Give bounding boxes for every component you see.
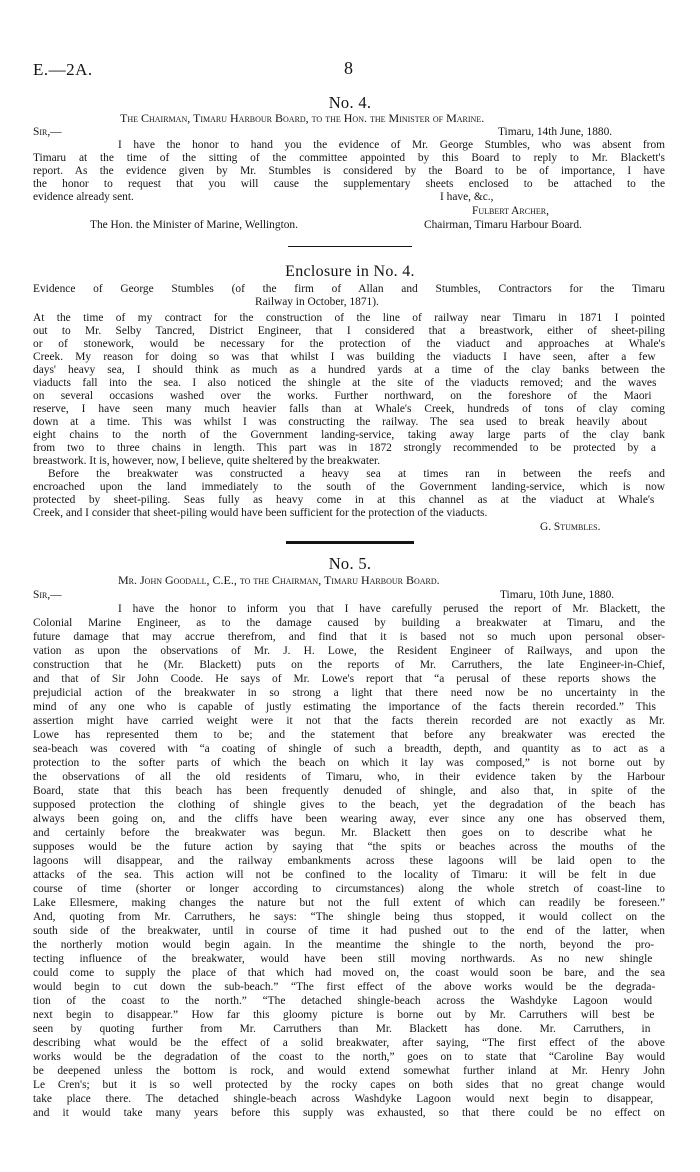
section-divider-thick — [286, 541, 414, 544]
body-line: days' heavy sea, I should think as much as a hundred yards at a time of the clay banks between the — [33, 364, 665, 376]
body-line: viaducts fall into the sea. I also noticed the shingle at the site of the viaducts removed; and the waves — [33, 377, 657, 389]
body-line: be deepened unless the bottom is rock, and would extend somewhat further inland at Mr. Henry John — [33, 1065, 665, 1077]
body-line: lagoons will disappear, and the railway embankments across these lagoons will be laid open to the — [33, 855, 665, 867]
signatory-title-no4: Chairman, Timaru Harbour Board. — [424, 219, 582, 231]
letter-subtitle-no4: The Chairman, Timaru Harbour Board, to the Hon. the Minister of Marine. — [120, 111, 485, 125]
body-line: reserve, I have seen many much heavier falls than at Whale's Creek, hundreds of tons of clay coming — [33, 403, 665, 415]
body-line: and certainly before the breakwater was begun. Mr. Blackett then goes on to describe what he — [33, 827, 653, 839]
body-line: vation as upon the observations of Mr. J. H. Lowe, the Resident Engineer of Railways, and upon the — [33, 645, 665, 657]
body-line: Timaru at the time of the sitting of the committee appointed by this Board to reply to Mr. Blackett's — [33, 152, 665, 164]
salutation-no4: Sir,— — [33, 126, 62, 138]
body-line: I have the honor to hand you the evidence of Mr. George Stumbles, who was absent from — [118, 139, 665, 151]
body-line: on several occasions washed over the works. Further northward, on the foreshore of the Maori — [33, 390, 652, 402]
body-line: assertion might have carried weight were it not that the facts therein recorded are not exactly as Mr. — [33, 715, 665, 727]
closing-no4: I have, &c., — [440, 191, 494, 203]
body-line: tion of the coast to the north.” “The detached shingle-beach across the Washdyke Lagoon would — [33, 995, 653, 1007]
body-line: out to Mr. Selby Tancred, District Engineer, that I considered that a breastwork, either of sheet-piling — [33, 325, 665, 337]
body-line: the honor to request that you will cause the supplementary sheets enclosed to be attached to the — [33, 178, 665, 190]
body-line: south side of the breakwater, until in course of time it had pushed out to the end of the latter, when — [33, 925, 665, 937]
body-line: always been going on, and the cliffs have been wearing away, ever since any one has observed them, — [33, 813, 665, 825]
body-line: breastwork. It is, however, now, I believe, quite sheltered by the breakwater. — [33, 455, 381, 467]
letter-heading-no5: No. 5. — [328, 554, 372, 573]
body-line: would begin to cut down the sub-beach.” “The first effect of the above works would be the degrada- — [33, 981, 656, 993]
body-line: Board, state that this beach has been frequently denuded of shingle, and also that, in spite of the — [33, 785, 665, 797]
signatory-no4: Fulbert Archer, — [472, 205, 549, 217]
body-line: mind of any one who is capable of justly estimating the importance of the facts therein recorded.” This — [33, 701, 656, 713]
addressee-no4: The Hon. the Minister of Marine, Wellington. — [90, 219, 298, 231]
body-line: construction that he (Mr. Blackett) puts on the reports of Mr. Carruthers, the late Engineer-in-Chief, — [33, 659, 665, 671]
body-line: protection to the softer parts of which the beach on which it lay was composed,” is not borne out by — [33, 757, 665, 769]
salutation-no5: Sir,— — [33, 589, 62, 601]
body-line: course of time (shorter or longer according to circumstances) along the whole stretch of coast-line to — [33, 883, 665, 895]
section-divider — [288, 246, 412, 247]
body-line: and that of Sir John Coode. He says of Mr. Lowe's report that “a perusal of these reports shows the — [33, 673, 656, 685]
letter-heading-no4: No. 4. — [328, 93, 372, 112]
enclosure-intro-line: Railway in October, 1871). — [255, 296, 379, 308]
body-line: from two to three chains in length. This part was in 1872 strongly recommended to be protected by a — [33, 442, 656, 454]
enclosure-intro-line: Evidence of George Stumbles (of the firm of Allan and Stumbles, Contractors for the Timaru — [33, 283, 665, 295]
body-line: or of stonework, would be necessary for the protection of the viaduct and approaches at Whale's — [33, 338, 665, 350]
body-line: Creek. My reason for doing so was that whilst I was building the viaducts I have seen, after a few — [33, 351, 656, 363]
body-line: prejudicial action of the breakwater in so strong a light that there need now be no uncertainty in the — [33, 687, 665, 699]
date-no5: Timaru, 10th June, 1880. — [500, 589, 615, 601]
body-line: I have the honor to inform you that I have carefully perused the report of Mr. Blackett, the — [118, 603, 665, 615]
body-line: protected by sheet-piling. Seas fully as heavy come in at this channel as at the viaduct at Whale's — [33, 494, 655, 506]
body-line: could come to supply the place of that which had moved on, the coast would soon be bare, and the sea — [33, 967, 665, 979]
body-line: At the time of my contract for the construction of the line of railway near Timaru in 1871 I pointed — [33, 312, 665, 324]
body-line: And, quoting from Mr. Carruthers, he says: “The shingle being thus stopped, it would collect on the — [33, 911, 665, 923]
body-line: down at a time. This was whilst I was constructing the railway. The sea used to break heavily about — [33, 416, 648, 428]
body-line: sea-beach was covered with “a coating of shingle of such a breadth, depth, and quantity as to act as a — [33, 743, 665, 755]
body-line: evidence already sent. — [33, 191, 134, 203]
body-line: Creek, and I consider that sheet-piling would have been sufficient for the protection of the viaducts. — [33, 507, 488, 519]
body-line: and it would take many years before this supply was exhausted, so that there could be no effect on — [33, 1107, 665, 1119]
body-line: Lowe has represented them to be; and the statement that before any breakwater was erected the — [33, 729, 665, 741]
body-line: works would be the degradation of the coast to the north,” goes on to state that “Caroline Bay would — [33, 1051, 665, 1063]
date-no4: Timaru, 14th June, 1880. — [498, 126, 613, 138]
body-line: report. As the evidence given by Mr. Stumbles is considered by the Board to be of importance, I have — [33, 165, 665, 177]
body-line: the northerly motion would begin again. In the meantime the shingle to the north, beyond the pro- — [33, 939, 655, 951]
letter-subtitle-no5: Mr. John Goodall, C.E., to the Chairman, Timaru Harbour Board. — [118, 573, 440, 587]
body-line: the observations of all the old residents of Timaru, who, in their evidence taken by the Harbour — [33, 771, 665, 783]
body-line: describing what would be the effect of a solid breakwater, after saying, “The first effect of the above — [33, 1037, 665, 1049]
body-line: attacks of the sea. This action will not be confined to the locality of Timaru: it will be felt in due — [33, 869, 656, 881]
body-line: Before the breakwater was constructed a heavy sea at times ran in between the reefs and — [48, 468, 665, 480]
page-number: 8 — [344, 58, 353, 78]
body-line: Colonial Marine Engineer, as to the damage caused by building a breakwater at Timaru, and the — [33, 617, 665, 629]
body-line: Le Cren's; but it is so well protected by the rocky capes on both sides that no great change would — [33, 1079, 665, 1091]
enclosure-signature: G. Stumbles. — [540, 521, 601, 533]
body-line: supposed protection the clothing of shingle gives to the beach, yet the degradation of the beach has — [33, 799, 665, 811]
body-line: take place there. The detached shingle-beach across Washdyke Lagoon would next begin to disappear, — [33, 1093, 654, 1105]
body-line: encroached upon the land immediately to the south of the Government landing-service, which is now — [33, 481, 665, 493]
body-line: tecting influence of the breakwater, would have been still moving northwards. As no new shingle — [33, 953, 653, 965]
body-line: future damage that may accrue therefrom, and find that it is based not so much upon personal obser- — [33, 631, 665, 643]
enclosure-heading: Enclosure in No. 4. — [285, 263, 415, 280]
body-line: seen by quoting further from Mr. Carruthers than Mr. Blackett has done. Mr. Carruthers, in — [33, 1023, 651, 1035]
body-line: Lake Ellesmere, making changes the nature but not the full extent of which can readily be foreseen.” — [33, 897, 665, 909]
body-line: supposes would be the future action by saying that “the spits or beaches across the mouths of the — [33, 841, 665, 853]
body-line: next begin to disappear.” How far this gloomy picture is borne out by Mr. Carruthers will best be — [33, 1009, 655, 1021]
document-reference: E.—2A. — [33, 60, 93, 79]
body-line: eight chains to the north of the Government landing-service, taking away large parts of the clay bank — [33, 429, 665, 441]
